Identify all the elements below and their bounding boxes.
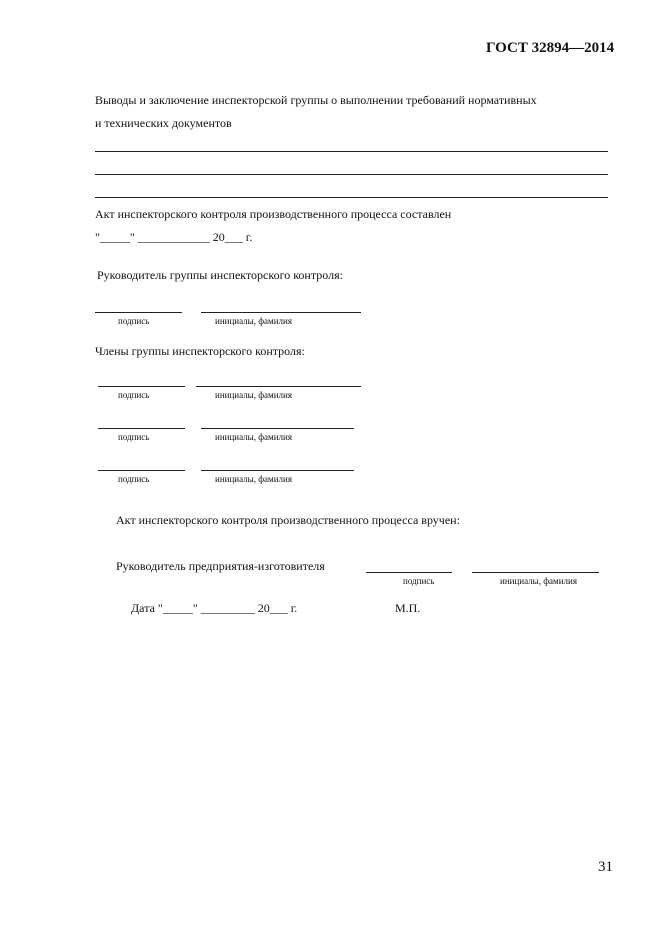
conclusions-fill-line-3 <box>95 197 608 198</box>
member-2-name-line <box>201 428 354 429</box>
member-1-name-line <box>196 386 361 387</box>
act-composed-text: Акт инспекторского контроля производственного процесса составлен <box>95 207 452 221</box>
manager-signature-label: подпись <box>403 576 435 586</box>
leader-signature-label: подпись <box>118 316 150 326</box>
member-1-signature-line <box>98 386 185 387</box>
manager-title: Руководитель предприятия-изготовителя <box>116 559 325 573</box>
member-3-name-label: инициалы, фамилия <box>215 474 292 484</box>
member-2-signature-line <box>98 428 185 429</box>
member-3-signature-line <box>98 470 185 471</box>
leader-title: Руководитель группы инспекторского контроля: <box>97 268 343 282</box>
document-header: ГОСТ 32894—2014 <box>486 40 615 56</box>
conclusions-text-line2: и технических документов <box>95 116 232 130</box>
manager-signature-line <box>366 572 452 573</box>
leader-name-label: инициалы, фамилия <box>215 316 292 326</box>
act-date: "_____" ____________ 20___ г. <box>95 230 253 244</box>
members-title: Члены группы инспекторского контроля: <box>95 344 305 358</box>
conclusions-text-line1: Выводы и заключение инспекторской группы о выполнении требований нормативных <box>95 93 537 107</box>
member-1-name-label: инициалы, фамилия <box>215 390 292 400</box>
conclusions-fill-line-2 <box>95 174 608 175</box>
member-2-signature-label: подпись <box>118 432 150 442</box>
page-number: 31 <box>598 859 613 875</box>
member-3-name-line <box>201 470 354 471</box>
manager-name-label: инициалы, фамилия <box>500 576 577 586</box>
member-3-signature-label: подпись <box>118 474 150 484</box>
stamp-placeholder: М.П. <box>395 601 421 615</box>
leader-name-line <box>201 312 361 313</box>
conclusions-fill-line-1 <box>95 151 608 152</box>
member-2-name-label: инициалы, фамилия <box>215 432 292 442</box>
handover-date: Дата "_____" _________ 20___ г. <box>131 601 298 615</box>
member-1-signature-label: подпись <box>118 390 150 400</box>
leader-signature-line <box>95 312 182 313</box>
handover-text: Акт инспекторского контроля производственного процесса вручен: <box>116 513 460 527</box>
manager-name-line <box>472 572 599 573</box>
